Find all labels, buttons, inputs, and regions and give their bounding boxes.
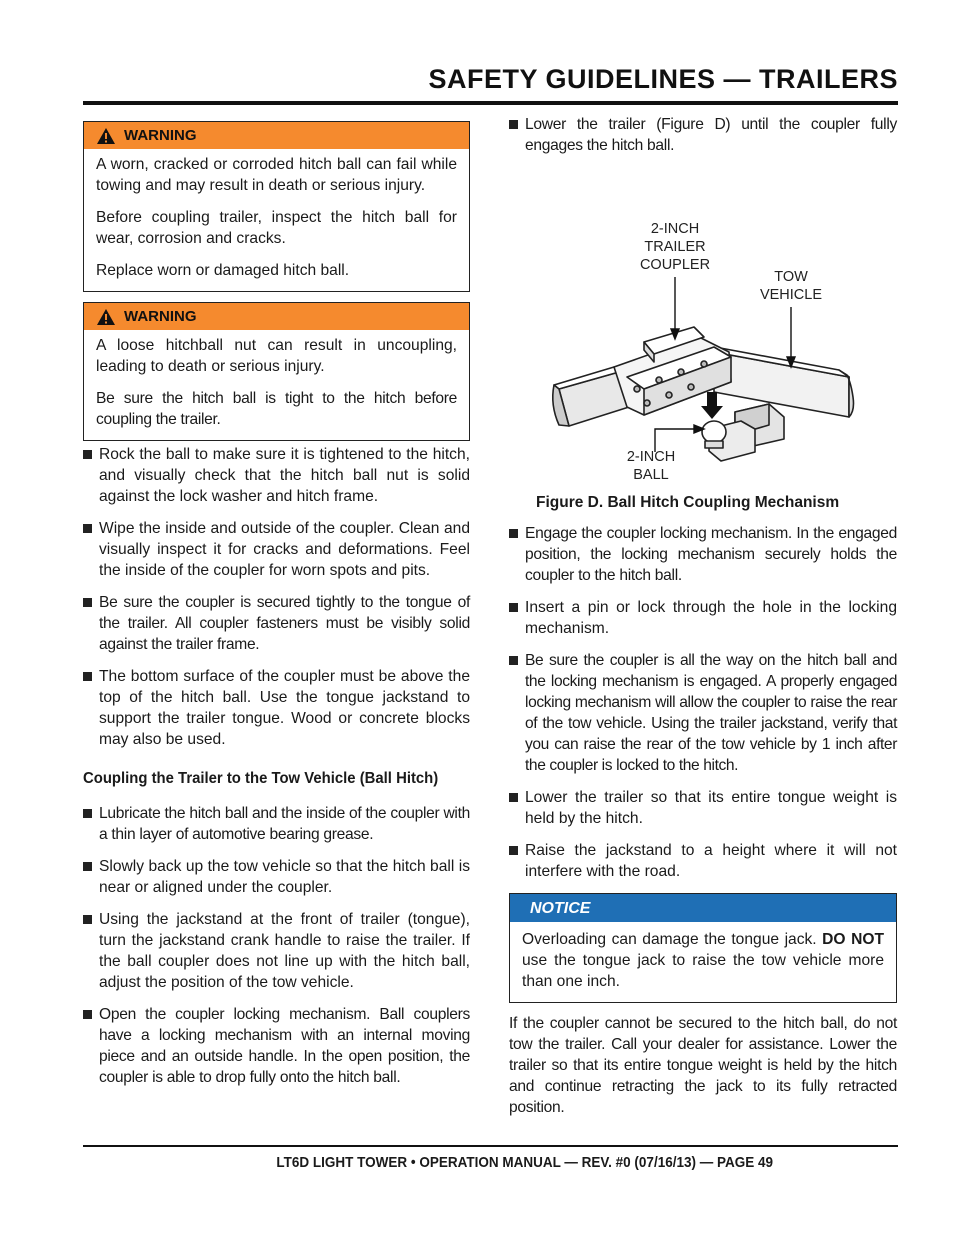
footer-rule [83, 1145, 898, 1147]
bullet-icon [83, 524, 92, 533]
list-item: Slowly back up the tow vehicle so that the hitch ball is near or aligned under the coupler. [83, 856, 470, 898]
page-title: SAFETY GUIDELINES — TRAILERS [428, 64, 898, 94]
list-item: Be sure the coupler is all the way on the hitch ball and the locking mechanism is engaged. A properly engaged locking mechanism will allow the coupler to raise the rear of the tow vehicle. Using the trailer jackstand, verify that you can raise the rear of the tow vehicle by 1 inch after the coupler is locked to the hitch. [509, 650, 897, 776]
list-item: Lower the trailer so that its entire tongue weight is held by the hitch. [509, 787, 897, 829]
list-item: Insert a pin or lock through the hole in the locking mechanism. [509, 597, 897, 639]
warning-text: A worn, cracked or corroded hitch ball can fail while towing and may result in death or serious injury. [96, 156, 457, 194]
list-item: Lower the trailer (Figure D) until the coupler fully engages the hitch ball. [509, 114, 897, 156]
bullet-icon [83, 598, 92, 607]
warning-icon [96, 127, 116, 145]
drop-arrow [701, 392, 723, 419]
warning-label: WARNING [124, 308, 197, 325]
warning-label: WARNING [124, 127, 197, 144]
warning-text: Before coupling trailer, inspect the hitch ball for wear, corrosion and cracks. [96, 209, 457, 247]
warning-header [84, 303, 469, 330]
list-item: Engage the coupler locking mechanism. In the engaged position, the locking mechanism securely holds the coupler to the hitch ball. [509, 523, 897, 586]
bullet-icon [83, 672, 92, 681]
list-item: The bottom surface of the coupler must be above the top of the hitch ball. Use the tongue jackstand to support the trailer tongue. Wood or concrete blocks may also be used. [83, 666, 470, 750]
hitch-illustration [509, 167, 897, 487]
warning-text: Replace worn or damaged hitch ball. [96, 262, 350, 279]
list-item: Raise the jackstand to a height where it will not interfere with the road. [509, 840, 897, 882]
hitch-ball-shape [702, 421, 726, 443]
bullet-icon [83, 915, 92, 924]
bullet-icon [509, 656, 518, 665]
list-item: Be sure the coupler is secured tightly to the tongue of the trailer. All coupler fasteners must be visibly solid against the trailer frame. [83, 592, 470, 655]
page-footer: LT6D LIGHT TOWER • OPERATION MANUAL — REV. #0 (07/16/13) — PAGE 49 [276, 1154, 773, 1171]
list-item: Open the coupler locking mechanism. Ball couplers have a locking mechanism with an internal moving piece and an outside handle. In the open position, the coupler is able to drop fully onto the hitch ball. [83, 1004, 470, 1088]
right-column [509, 114, 897, 1118]
bullet-icon [509, 793, 518, 802]
figure-ball-hitch [509, 167, 897, 511]
label-hitch-ball: 2-INCH BALL [626, 449, 676, 483]
warning-box-hitch-nut [83, 302, 470, 441]
left-column [83, 121, 470, 1099]
bullet-icon [83, 1010, 92, 1019]
label-tow-vehicle: TOW VEHICLE [759, 269, 823, 303]
bullet-icon [509, 603, 518, 612]
bullet-icon [83, 809, 92, 818]
warning-header [84, 122, 469, 149]
label-trailer-coupler: 2-INCH TRAILER COUPLER [639, 221, 711, 273]
warning-icon [96, 308, 116, 326]
warning-box-hitch-ball [83, 121, 470, 292]
header-rule [83, 101, 898, 105]
list-item: Wipe the inside and outside of the coupler. Clean and visually inspect it for cracks and deformations. Feel the inside of the coupler for worn spots and pits. [83, 518, 470, 581]
figure-caption: Figure D. Ball Hitch Coupling Mechanism [536, 494, 840, 511]
warning-text: Be sure the hitch ball is tight to the hitch before coupling the trailer. [96, 390, 457, 428]
list-item: Lubricate the hitch ball and the inside of the coupler with a thin layer of automotive bearing grease. [83, 803, 470, 845]
bullet-icon [509, 529, 518, 538]
warning-text: A loose hitchball nut can result in uncoupling, leading to death or serious injury. [96, 337, 457, 375]
notice-box [509, 893, 897, 1003]
section-heading: Coupling the Trailer to the Tow Vehicle (Ball Hitch) [83, 770, 439, 787]
notice-text: Overloading can damage the tongue jack. DO NOT use the tongue jack to raise the tow vehicle more than one inch. [522, 931, 885, 990]
bullet-icon [509, 120, 518, 129]
notice-header: NOTICE [510, 894, 896, 922]
bullet-icon [509, 846, 518, 855]
bullet-icon [83, 450, 92, 459]
closing-paragraph: If the coupler cannot be secured to the hitch ball, do not tow the trailer. Call your dealer for assistance. Lower the trailer so that its entire tongue weight is held by the hitch and continue retracting the jack to its fully retracted position. [509, 1015, 897, 1116]
list-item: Rock the ball to make sure it is tightened to the hitch, and visually check that the hitch ball nut is solid against the lock washer and hitch frame. [83, 444, 470, 507]
bullet-icon [83, 862, 92, 871]
list-item: Using the jackstand at the front of trailer (tongue), turn the jackstand crank handle to raise the trailer. If the ball coupler does not line up with the hitch ball, adjust the position of the tow vehicle. [83, 909, 470, 993]
